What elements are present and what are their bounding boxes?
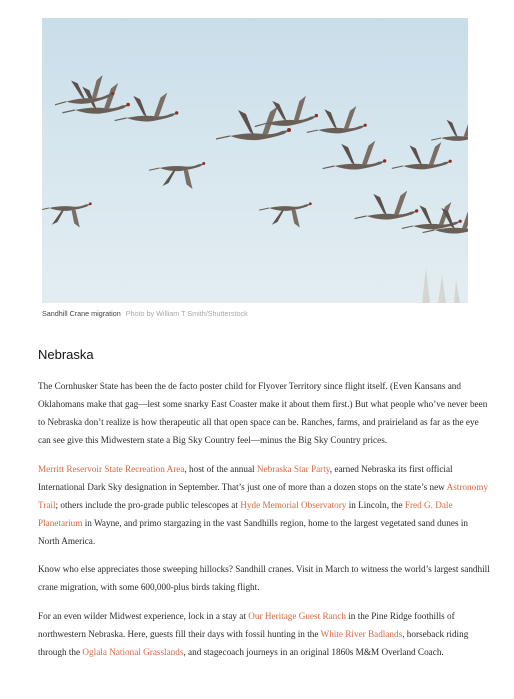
link-astronomy-trail[interactable]: Astronomy Trail: [38, 481, 488, 510]
p2-text-2: , earned Nebraska its first official International Dark Sky designation in September. That’s just one of more than a dozen stops on the state’s new: [38, 463, 453, 492]
p2-text-3: ; others include the pro-grade public telescopes at: [55, 499, 241, 510]
p2-text-1: , host of the annual: [184, 463, 257, 474]
caption-text: Sandhill Crane migration: [42, 309, 121, 318]
photo-caption: [42, 309, 472, 318]
p4-text-2: in the Pine Ridge foothills of northwestern Nebraska. Here, guests fill their days with fossil hunting in the: [38, 610, 455, 639]
p4-text-4: , and stagecoach journeys in an original 1860s M&M Overland Coach.: [183, 646, 444, 657]
p2-text-4: in Lincoln, the: [346, 499, 405, 510]
crane-photo: [42, 18, 468, 303]
link-nebraska-star-party[interactable]: Nebraska Star Party: [256, 463, 330, 474]
photo-credit: Photo by William T Smith/Shutterstock: [125, 309, 248, 318]
section-heading: Nebraska: [38, 347, 94, 362]
link-oglala-grasslands[interactable]: Oglala National Grasslands: [82, 646, 184, 657]
paragraph-dark-sky: [38, 460, 490, 550]
crane-flock-illustration: [42, 18, 468, 303]
paragraph-intro: The Cornhusker State has been the de facto poster child for Flyover Territory since flight itself. (Even Kansans and Oklahomans make that gag—lest some snarky East Coaster make it about them first.) But what people who’ve never been to Nebraska don’t realize is how therapeutic all that open space can be. Ranches, farms, and prairieland as far as the eye can see give this Midwestern state a Big Sky Country feel—minus the Big Sky Country prices.: [38, 381, 488, 445]
p4-text-3: , horseback riding through the: [38, 628, 469, 657]
article-body: [38, 377, 490, 671]
link-hyde-observatory[interactable]: Hyde Memorial Observatory: [240, 499, 347, 510]
paragraph-ranch: [38, 607, 490, 661]
link-dale-planetarium[interactable]: Fred G. Dale Planetarium: [38, 499, 453, 528]
p4-text-1: For an even wilder Midwest experience, lock in a stay at: [38, 610, 249, 621]
link-merritt-reservoir[interactable]: Merritt Reservoir State Recreation Area: [38, 463, 185, 474]
link-white-river-badlands[interactable]: White River Badlands: [320, 628, 403, 639]
p2-text-5: in Wayne, and primo stargazing in the vast Sandhills region, home to the largest vegetated sand dunes in North America.: [38, 517, 468, 546]
paragraph-cranes: Know who else appreciates those sweeping hillocks? Sandhill cranes. Visit in March to witness the world’s largest sandhill crane migration, with some 600,000-plus birds taking flight.: [38, 564, 490, 592]
link-heritage-guest-ranch[interactable]: Our Heritage Guest Ranch: [248, 610, 346, 621]
